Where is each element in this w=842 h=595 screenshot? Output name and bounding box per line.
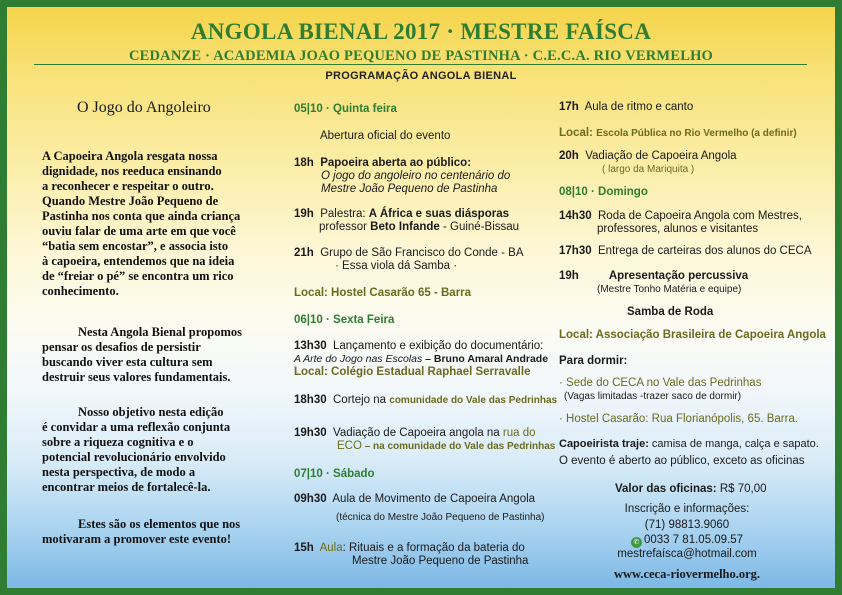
text-line: destruir seus valores fundamentais. [42, 370, 231, 384]
whatsapp-number: 0033 7 81.05.09.57 [643, 534, 744, 546]
event-title: Lançamento e exibição do documentário: [333, 340, 544, 352]
event-time: 19h30 [294, 427, 327, 439]
event-cortejo [294, 394, 557, 407]
event-title: Roda de Capoeira Angola com Mestres, [598, 210, 802, 222]
day-heading-thursday: 05|10 · Quinta feira [294, 103, 397, 115]
text-line: pensar os desafios de persistir [42, 340, 201, 354]
event-vadiacao-eco [294, 427, 555, 453]
event-place: ( largo da Mariquita ) [602, 164, 695, 175]
contact-email[interactable]: mestrefaísca@hotmail.com [617, 548, 757, 560]
day-heading-friday: 06|10 · Sexta Feira [294, 314, 395, 326]
event-subtitle: Mestre João Pequeno de Pastinha [321, 183, 498, 195]
event-subtitle: (Mestre Tonho Matéria e equipe) [597, 284, 742, 295]
event-time: 18h [294, 157, 314, 169]
event-title: Aula de Movimento de Capoeira Angola [332, 493, 536, 505]
text-line: Nesta Angola Bienal propomos [78, 325, 243, 339]
text-line: motivaram a promover este evento! [42, 532, 232, 546]
workshop-price [615, 483, 767, 496]
event-place: ECO [337, 440, 362, 452]
samba-heading: Samba de Roda [627, 306, 714, 318]
event-title: Grupo de São Francisco do Conde - BA [320, 247, 524, 259]
attire-label: Capoeirista traje: [559, 438, 649, 450]
event-vadiacao-mariquita [559, 150, 737, 176]
text-line: buscando viver esta cultura sem [42, 355, 213, 369]
objective-paragraph [42, 405, 230, 495]
event-title: Aula de ritmo e canto [584, 101, 694, 113]
event-time: 13h30 [294, 340, 327, 352]
text-line: conhecimento. [42, 284, 119, 298]
text-line: Quando Mestre João Pequeno de [42, 194, 219, 208]
event-lecture [294, 208, 519, 234]
lodging-name: · Sede do CECA [559, 377, 647, 389]
event-samba-group [294, 247, 524, 273]
public-note: O evento é aberto ao público, exceto as oficinas [559, 455, 805, 467]
event-time: 20h [559, 150, 579, 162]
event-time: 21h [294, 247, 314, 259]
speaker-name: Beto Infande [370, 221, 440, 233]
price-label: Valor das oficinas: [615, 483, 717, 495]
event-time: 19h [294, 208, 314, 220]
program-heading: PROGRAMAÇÃO ANGOLA BIENAL [325, 70, 517, 82]
event-roda [559, 210, 802, 236]
event-subtitle: (técnica do Mestre João Pequeno de Pastinha) [336, 512, 545, 523]
attire-text: camisa de manga, calça e sapato. [648, 438, 819, 450]
event-opening: Abertura oficial do evento [320, 130, 451, 142]
whatsapp-icon: ✆ [631, 537, 642, 548]
event-place: – na comunidade do Vale das Pedrinhas [361, 441, 556, 452]
lecture-topic: A África e suas diásporas [368, 208, 509, 220]
event-title: Entrega de carteiras dos alunos do CECA [598, 245, 812, 257]
event-title: Vadiação de Capoeira angola na [333, 427, 503, 439]
event-title: Apresentação percussiva [608, 270, 749, 282]
left-column-title: O Jogo do Angoleiro [77, 99, 211, 116]
organizers-subtitle: CEDANZE · ACADEMIA JOAO PEQUENO DE PASTINHA · C.E.C.A. RIO VERMELHO [128, 48, 714, 64]
day-heading-sunday: 08|10 · Domingo [559, 186, 648, 198]
speaker-origin: - Guiné-Bissau [439, 221, 520, 233]
text-line: potencial revolucionário envolvido [42, 450, 226, 464]
event-title: Papoeira aberta ao público: [320, 157, 472, 169]
website-link[interactable]: www.ceca-riovermelho.org. [613, 567, 761, 581]
text-line: de “freiar o pé” se encontra um rico [42, 269, 234, 283]
lodging-note: (Vagas limitadas -trazer saco de dormir) [564, 391, 742, 402]
event-time: 17h [559, 101, 579, 113]
event-subtitle: Mestre João Pequeno de Pastinha [352, 555, 529, 567]
event-percussion [559, 270, 748, 296]
event-subtitle: · Essa viola dá Samba · [335, 260, 458, 272]
event-title: : Rituais e a formação da bateria do [342, 542, 525, 554]
location-hostel: Local: Hostel Casarão 65 - Barra [294, 287, 472, 299]
day-heading-saturday: 07|10 · Sábado [294, 468, 375, 480]
price-value: R$ 70,00 [716, 483, 767, 495]
location-label: Local: [559, 127, 597, 139]
text-line: à capoeira, entendemos que na ideia [42, 254, 235, 268]
contact-heading: Inscrição e informações: [624, 503, 750, 515]
event-time: 14h30 [559, 210, 592, 222]
page-title: ANGOLA BIENAL 2017 · MESTRE FAÍSCA [190, 19, 652, 44]
event-documentary [294, 340, 548, 379]
location-association: Local: Associação Brasileira de Capoeira Angola [559, 329, 826, 341]
text-line: é convidar a uma reflexão conjunta [42, 420, 231, 434]
event-place: comunidade do Vale das Pedrinhas [389, 395, 558, 406]
text-line: nesta perspectiva, de modo a [42, 465, 196, 479]
event-time: 19h [559, 270, 579, 282]
text-line: Estes são os elementos que nos [78, 517, 241, 531]
film-title: A Arte do Jogo nas Escolas [294, 353, 423, 365]
event-time: 09h30 [294, 493, 327, 505]
event-title: Cortejo na [333, 394, 390, 406]
event-subtitle: O jogo do angoleiro no centenário do [321, 170, 511, 182]
text-line: ouviu falar de uma arte em que você [42, 224, 236, 238]
event-rhythm-class [559, 101, 693, 114]
film-director: – Bruno Amaral Andrade [422, 353, 549, 365]
lodging-hostel: · Hostel Casarão: Rua Florianópolis, 65. Barra. [559, 413, 799, 425]
event-location: Local: Colégio Estadual Raphael Serravalle [294, 366, 531, 378]
text-line: Pastinha nos conta que ainda criança [42, 209, 241, 223]
event-subtitle: professores, alunos e visitantes [597, 223, 759, 235]
lodging-place: no Vale das Pedrinhas [646, 377, 762, 389]
event-label: Aula [319, 542, 343, 554]
lodging-heading: Para dormir: [559, 355, 628, 367]
text-line: Nosso objetivo nesta edição [78, 405, 224, 419]
event-papoeira [294, 157, 510, 196]
text-line: a reconhecer e respeitar o outro. [42, 179, 214, 193]
text-line: encontrar meios de fortalecê-la. [42, 480, 211, 494]
speaker-prefix: professor [319, 221, 371, 233]
event-place: rua do [502, 427, 536, 439]
attire-note [559, 438, 819, 451]
event-cards [559, 245, 812, 258]
contact-whatsapp [7, 534, 842, 548]
text-line: “batia sem encostar”, e associa isto [42, 239, 229, 253]
header-divider [34, 64, 807, 65]
contact-phone: (71) 98813.9060 [644, 519, 730, 531]
intro-paragraph [42, 149, 240, 299]
text-line: sobre a riqueza cognitiva e o [42, 435, 194, 449]
text-line: A Capoeira Angola resgata nossa [42, 149, 218, 163]
proposal-paragraph [42, 325, 242, 385]
event-time: 17h30 [559, 245, 592, 257]
event-time: 18h30 [294, 394, 327, 406]
event-title: Vadiação de Capoeira Angola [585, 150, 737, 162]
event-time: 15h [294, 542, 314, 554]
event-title: Palestra: [320, 208, 369, 220]
text-line: dignidade, nos reeduca ensinando [42, 164, 222, 178]
lodging-ceca [559, 377, 761, 403]
location-school [559, 127, 797, 140]
location-value: Escola Pública no Rio Vermelho (a definir) [596, 128, 797, 139]
